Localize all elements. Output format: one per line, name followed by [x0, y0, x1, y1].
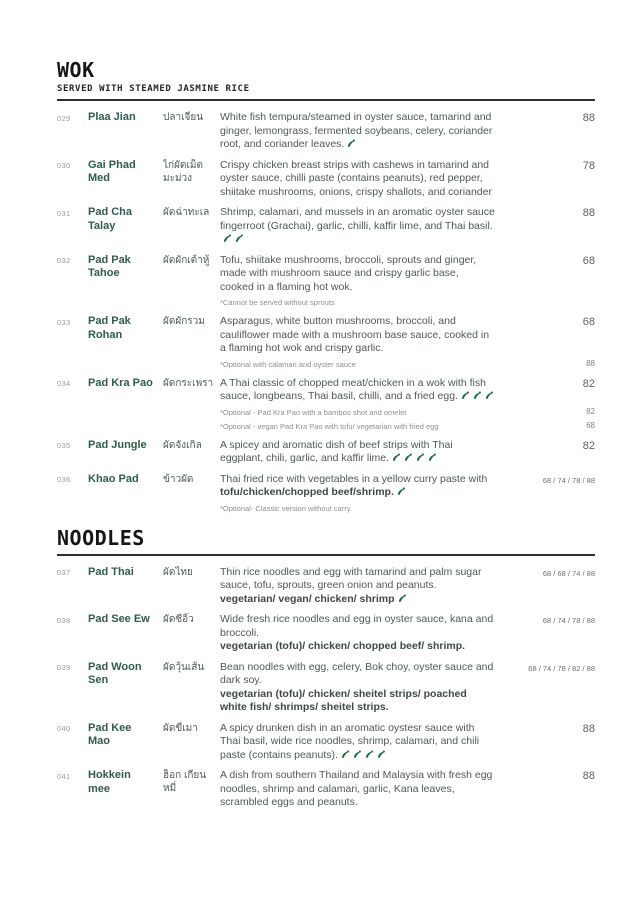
item-note-price [505, 503, 595, 514]
chili-icon [352, 749, 362, 759]
item-description [220, 769, 505, 810]
item-price: 68 [582, 254, 595, 267]
chili-icon [364, 749, 374, 759]
chili-icon [403, 452, 413, 462]
item-price: 68 / 74 / 78 / 82 / 88 [528, 663, 595, 673]
item-thai-name: ผัดผักรวม [163, 316, 205, 327]
item-description [220, 159, 505, 200]
item-price: 78 [582, 159, 595, 172]
item-description [220, 377, 505, 404]
item-note: *Optional - Pad Kra Pao with a bamboo shot and omelet [220, 407, 407, 417]
item-price: 68 / 74 / 78 / 88 [542, 616, 595, 625]
chili-icon [396, 486, 406, 496]
item-description-text: Asparagus, white button mushrooms, broccoli, and cauliflower made with a mushroom base sauce, cooked in a flaming hot wok and crispy garlic. [220, 315, 490, 354]
chili-icon [397, 593, 407, 603]
chili-icon [376, 749, 386, 759]
menu-item [57, 566, 595, 607]
item-thai-name: ผัดจังเกิล [163, 439, 202, 451]
item-thai-name: ผัดขี้เมา [163, 722, 198, 734]
item-description-text: White fish tempura/steamed in oyster sauce, tamarind and ginger, lemongrass, fermented soybeans, celery, coriander root, and coriander leaves. [220, 111, 493, 150]
menu-item [57, 111, 595, 152]
menu-item [57, 206, 595, 247]
item-name: Pad Kee Mao [88, 721, 132, 748]
item-name: Gai Phad Med [88, 158, 136, 185]
item-description [220, 613, 505, 654]
item-name: Hokkein mee [88, 769, 131, 795]
item-description [220, 722, 505, 763]
item-note: *Optional with calamari and oyster sauce [220, 359, 356, 369]
section-divider [57, 554, 595, 556]
item-name: Plaa Jian [88, 111, 136, 123]
item-description [220, 254, 505, 295]
item-name: Pad Kra Pao [88, 376, 153, 389]
item-description-text: A Thai classic of chopped meat/chicken in a wok with fish sauce, longbeans, Thai basil, chilli, and a fried egg. [220, 377, 494, 403]
chili-icon [391, 452, 401, 462]
item-price: 82 [582, 439, 595, 452]
item-name: Khao Pad [88, 472, 139, 485]
item-price: 88 [582, 770, 595, 782]
item-price: 68 / 68 / 74 / 88 [542, 568, 595, 578]
item-thai-name: ผัดซีอิ๊ว [163, 614, 194, 625]
menu-item [57, 439, 595, 466]
item-description-text: A spicey and aromatic dish of beef strips with Thai eggplant, chili, garlic, and kaffir lime. [220, 438, 453, 464]
item-number: 034 [57, 379, 71, 388]
chili-icon [234, 233, 244, 243]
item-thai-name: ไก่ผัดเม็ดมะม่วง [163, 159, 203, 184]
item-price: 88 [582, 207, 595, 219]
item-description-text: Thin rice noodles and egg with tamarind and palm sugar sauce, tofu, sprouts, green onion and peanuts. [220, 565, 482, 591]
item-description-text: Thai fried rice with vegetables in a yellow curry paste with [220, 472, 488, 485]
item-description-text: A spicy drunken dish in an aromatic oystesr sauce with Thai basil, wide rice noodles, shrimp, calamari, and chili paste (contains peanuts). [220, 721, 480, 761]
item-number: 038 [57, 615, 71, 625]
item-description [220, 439, 505, 466]
chili-icon [484, 390, 494, 400]
item-options-inline: tofu/chicken/chopped beef/shrimp. [220, 486, 406, 498]
chili-icon [460, 390, 470, 400]
menu-item [57, 159, 595, 200]
item-thai-name: ผัดฉ่าทะเล [163, 207, 210, 218]
item-name: Pad Pak Tahoe [88, 253, 131, 280]
item-number: 040 [57, 724, 71, 733]
item-options-line: vegetarian (tofu)/ chicken/ chopped beef/ shrimp. [220, 640, 466, 652]
item-number: 039 [57, 663, 71, 672]
chili-icon [346, 138, 356, 148]
item-number: 036 [57, 475, 71, 484]
item-thai-name: ผัดกระเพรา [163, 377, 214, 389]
section-items [57, 566, 595, 810]
item-thai-name: ข้าวผัด [163, 473, 194, 485]
chili-icon [472, 390, 482, 400]
chili-icon [340, 749, 350, 759]
item-number: 035 [57, 441, 71, 450]
item-options-line: vegetarian/ vegan/ chicken/ shrimp [220, 593, 495, 607]
section-title: NOODLES [57, 525, 145, 550]
item-number: 030 [57, 161, 71, 170]
item-price: 68 [582, 316, 595, 328]
item-description-text: Tofu, shiitake mushrooms, broccoli, sprouts and ginger, made with mushroom sauce and crispy garlic base, cooked in a flaming hot wok. [220, 253, 477, 293]
item-thai-name: ปลาเจี๋ยน [163, 112, 204, 123]
section-subtitle: SERVED WITH STEAMED JASMINE RICE [57, 84, 250, 94]
chili-icon [415, 452, 425, 462]
item-price: 88 [582, 722, 595, 735]
menu-section [57, 525, 595, 810]
item-note-price: 82 [586, 406, 595, 416]
item-note: *Cannot be served without sprouts [220, 298, 335, 307]
section-title: WOK [57, 58, 95, 82]
item-description-text: Shrimp, calamari, and mussels in an aromatic oyster sauce fingerroot (Grachai), garlic, chilli, kaffir lime, and Thai basil. [220, 206, 495, 245]
item-description [220, 473, 505, 500]
item-description [220, 111, 505, 152]
item-number: 029 [57, 113, 71, 123]
menu-item [57, 315, 595, 370]
item-number: 033 [57, 317, 71, 327]
menu-item [57, 254, 595, 309]
menu-item [57, 661, 595, 715]
item-thai-name: ผัดผักเต้าหู้ [163, 254, 210, 266]
item-name: Pad Cha Talay [88, 206, 133, 232]
menu-item [57, 473, 595, 514]
item-description-text: Crispy chicken breast strips with cashews in tamarind and oyster sauce, chilli paste (contains peanuts), red pepper, shiitake mushrooms, onions, crispy shallots, and coriander [220, 158, 492, 198]
item-note-price: 88 [586, 358, 595, 368]
menu-section [57, 60, 595, 514]
section-items [57, 111, 595, 514]
item-number: 032 [57, 256, 71, 265]
item-thai-name: ผัดวุ้นเส้น [163, 661, 205, 673]
item-note: *Optional - vegan Pad Kra Pao with tofu/ vegetarian with fried egg [220, 421, 439, 431]
menu-item [57, 769, 595, 810]
item-description [220, 661, 505, 715]
item-name: Pad See Ew [88, 613, 150, 625]
menu-item [57, 613, 595, 654]
menu-item [57, 722, 595, 763]
item-price: 82 [582, 377, 595, 390]
item-price: 88 [582, 112, 595, 124]
item-name: Pad Woon Sen [88, 660, 142, 687]
item-options-line: vegetarian (tofu)/ chicken/ sheitel strips/ poached white fish/ shrimps/ sheitel strips. [220, 687, 467, 713]
menu-sections [57, 60, 595, 810]
item-note-price: 68 [586, 420, 595, 430]
item-note: *Optional- Classic version without carry. [220, 503, 352, 513]
chili-icon [427, 452, 437, 462]
item-description [220, 206, 505, 247]
item-name: Pad Jungle [88, 438, 147, 451]
item-description-text: Bean noodles with egg, celery, Bok choy, oyster sauce and dark soy. [220, 660, 494, 686]
menu-item [57, 377, 595, 432]
item-number: 031 [57, 208, 71, 218]
item-name: Pad Pak Rohan [88, 315, 131, 341]
item-description [220, 566, 505, 607]
item-description-text: Wide fresh rice noodles and egg in oyster sauce, kana and broccoli. [220, 613, 494, 639]
item-thai-name: ฮ็อก เกี๋ยนหมี่ [163, 770, 207, 794]
item-note-price [505, 297, 595, 308]
section-divider [57, 99, 595, 101]
item-number: 041 [57, 771, 71, 781]
item-price: 68 / 74 / 78 / 88 [542, 475, 595, 485]
chili-icon [222, 233, 232, 243]
item-name: Pad Thai [88, 565, 134, 578]
item-thai-name: ผัดไทย [163, 566, 193, 578]
item-description [220, 315, 505, 356]
item-description-text: A dish from southern Thailand and Malaysia with fresh egg noodles, shrimp and calamari, garlic, Kana leaves, scrambled eggs and peanuts. [220, 769, 493, 808]
item-number: 037 [57, 568, 71, 577]
